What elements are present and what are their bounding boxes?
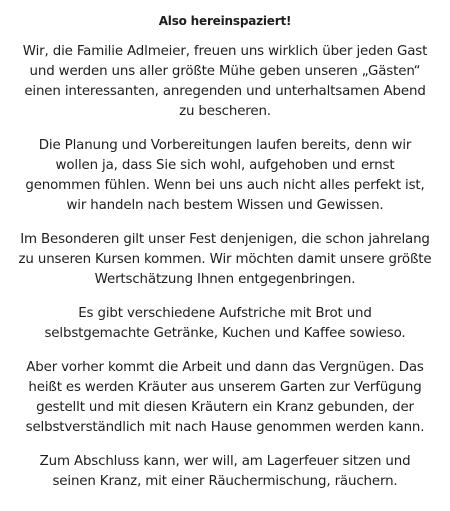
paragraph-activity: Aber vorher kommt die Arbeit und dann das Vergnügen. Das heißt es werden Kräuter aus unserem Garten zur Verfügung gestellt und mit diesen Kräutern ein Kranz gebunden, der selbstverständlich mit nach Hause genommen werden kann. <box>25 360 425 435</box>
page-title: Also hereinspaziert! <box>158 14 292 28</box>
paragraph-food: Es gibt verschiedene Aufstriche mit Brot und selbstgemachte Getränke, Kuchen und Kaffee sowieso. <box>44 306 406 341</box>
paragraph-welcome: Wir, die Familie Adlmeier, freuen uns wirklich über jeden Gast und werden uns aller größte Mühe geben unseren „Gästen“ einen interessanten, anregenden und unterhaltsamen Abend zu bescheren. <box>22 44 428 119</box>
paragraph-planning: Die Planung und Vorbereitungen laufen bereits, denn wir wollen ja, dass Sie sich wohl, aufgehoben und ernst genommen fühlen. Wenn bei uns auch nicht alles perfekt ist, wir handeln nach bestem Wissen und Gewissen. <box>25 138 425 213</box>
paragraph-dedication: Im Besonderen gilt unser Fest denjenigen, die schon jahrelang zu unseren Kursen kommen. Wir möchten damit unsere größte Wertschätzung Ihnen entgegenbringen. <box>18 232 432 287</box>
paragraph-closing: Zum Abschluss kann, wer will, am Lagerfeuer sitzen und seinen Kranz, mit einer Räuchermischung, räuchern. <box>39 454 411 489</box>
